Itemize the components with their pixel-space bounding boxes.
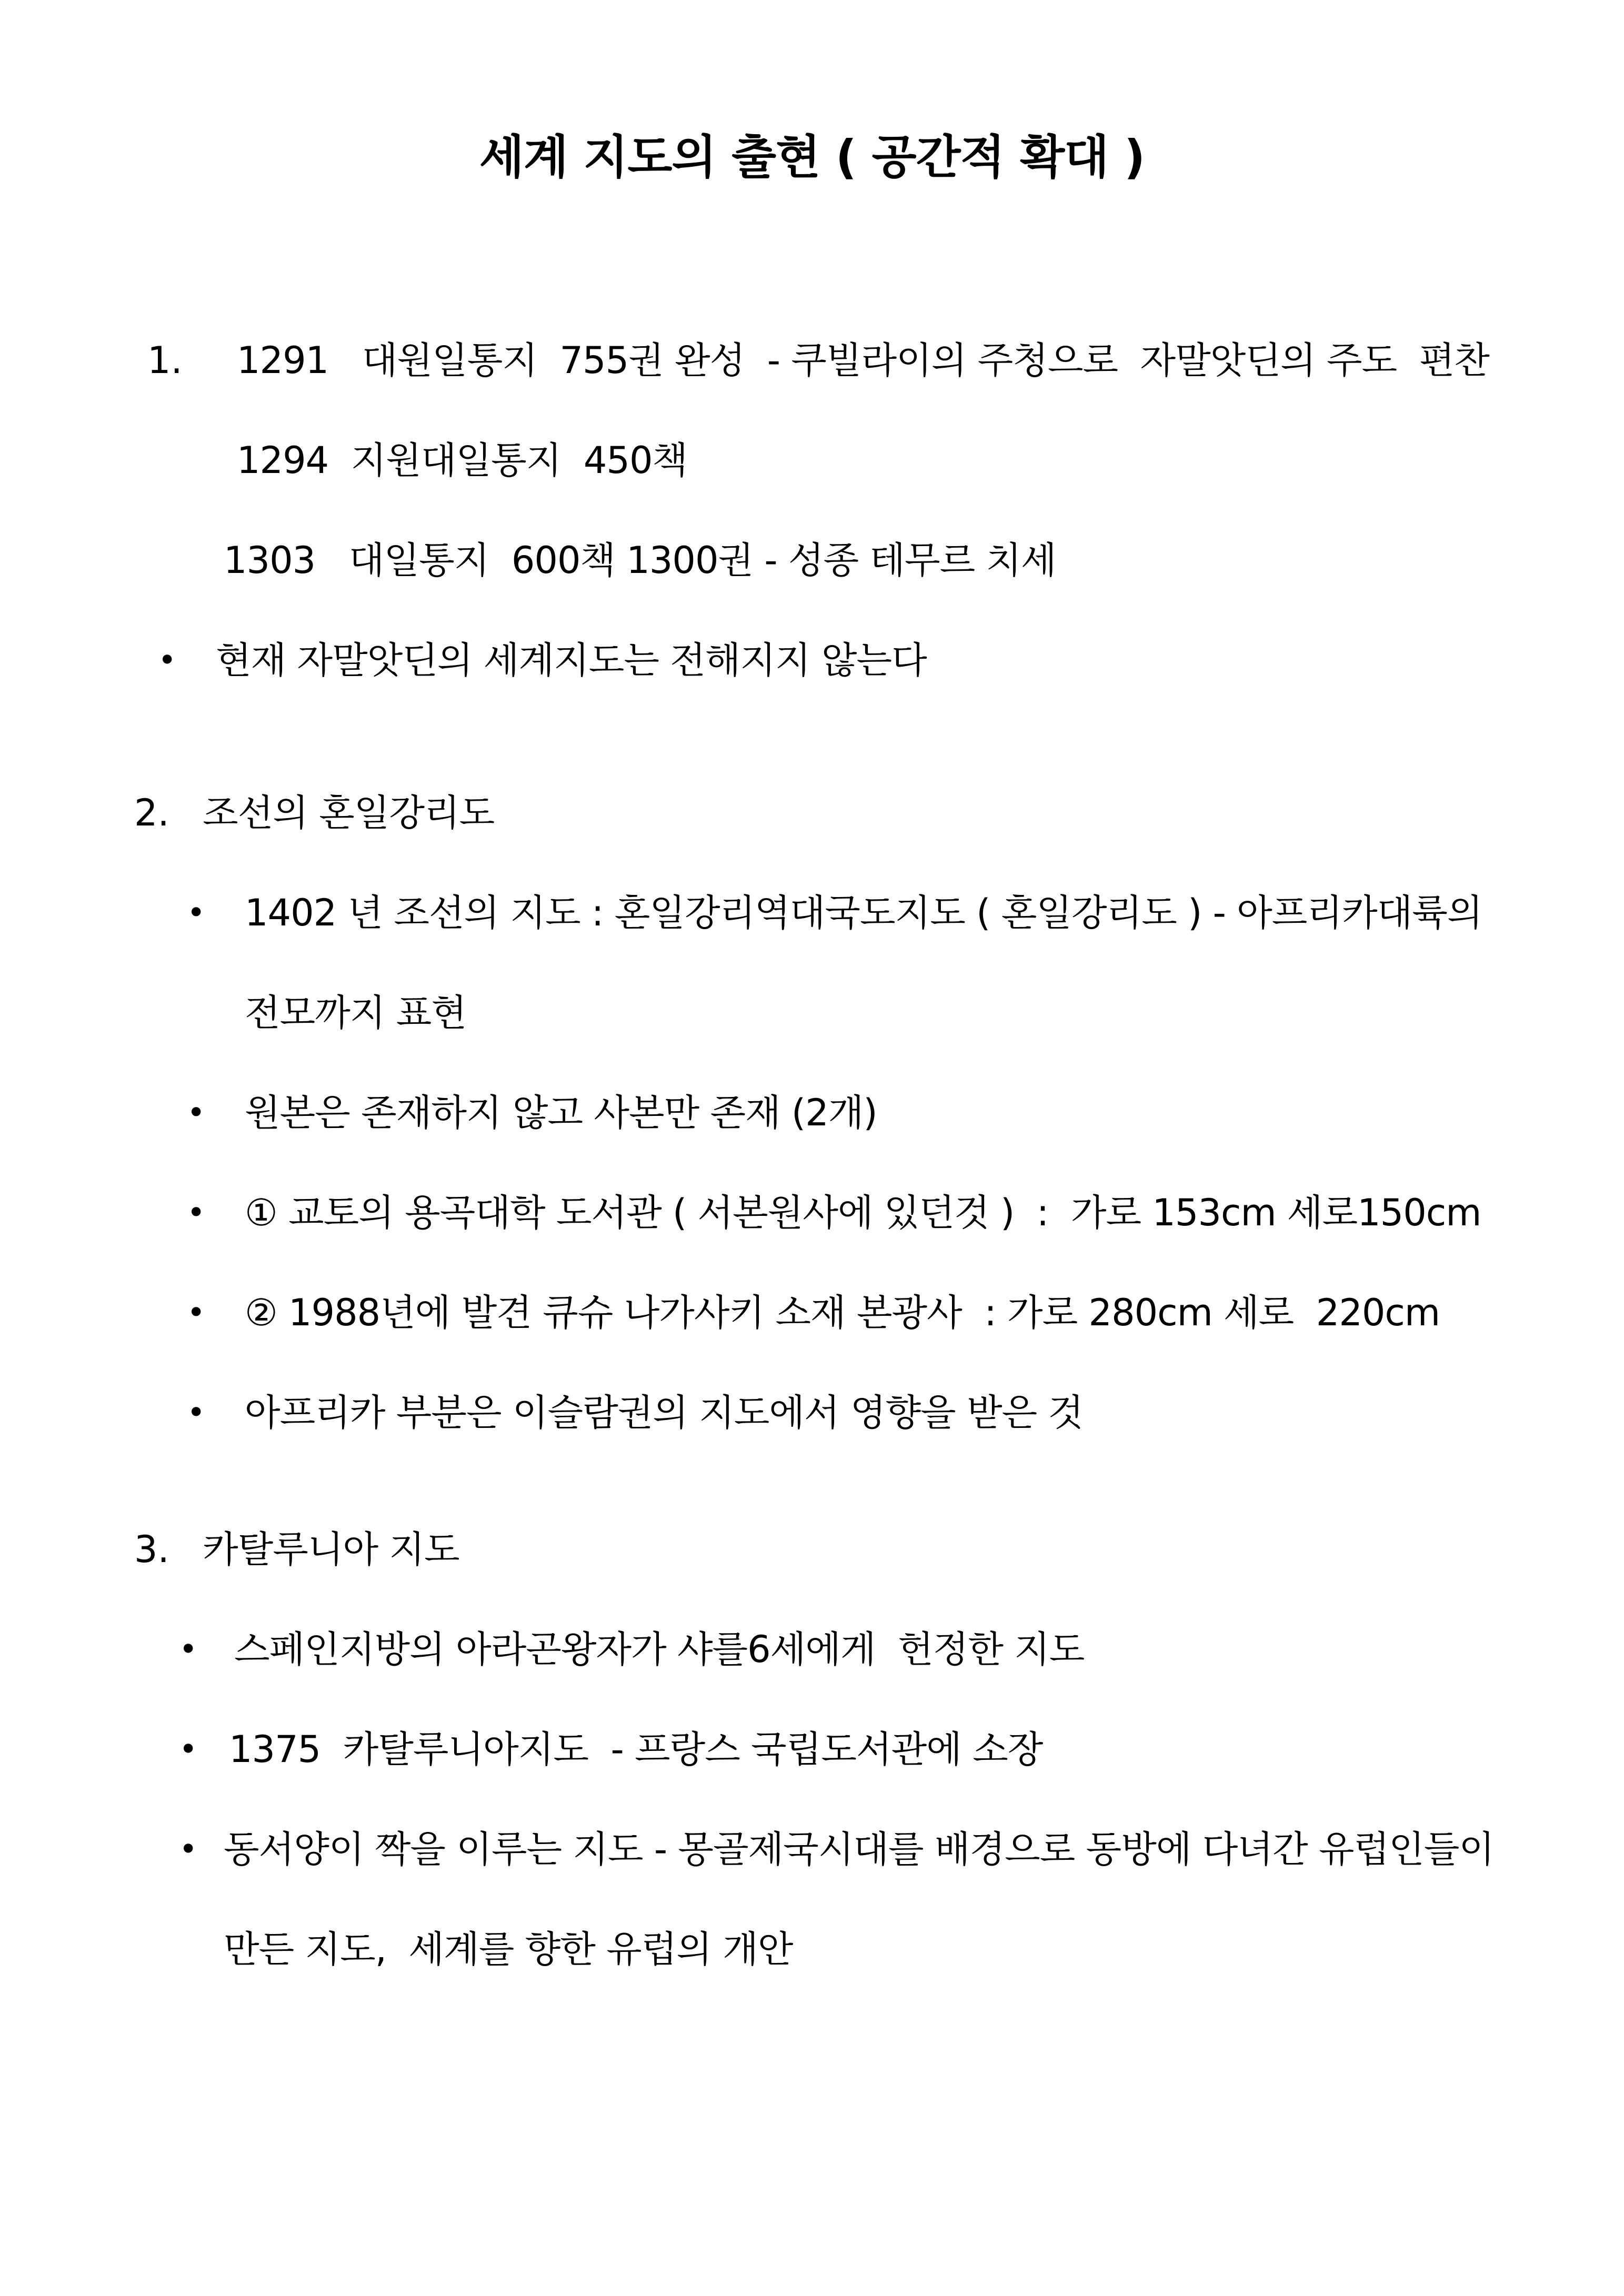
section-3-number: 3. bbox=[134, 1528, 169, 1571]
section-3-bullet-2: 1375 카탈루니아지도 - 프랑스 국립도서관에 소장 bbox=[229, 1728, 1043, 1771]
page-title: 세계 지도의 출현 ( 공간적 확대 ) bbox=[479, 130, 1145, 184]
section-2-bullet-2: 원본은 존재하지 않고 사본만 존재 (2개) bbox=[245, 1091, 877, 1134]
section-1-line-1: 1291 대원일통지 755권 완성 - 쿠빌라이의 주청으로 자말앗딘의 주도 편찬 bbox=[237, 339, 1489, 382]
bullet-symbol: • bbox=[187, 1394, 206, 1431]
section-1-line-3: 1303 대일통지 600책 1300권 - 성종 테무르 치세 bbox=[224, 539, 1056, 582]
bullet-symbol: • bbox=[187, 894, 206, 931]
section-2-bullet-5: 아프리카 부분은 이슬람권의 지도에서 영향을 받은 것 bbox=[245, 1391, 1084, 1434]
section-2-heading: 조선의 혼일강리도 bbox=[203, 791, 495, 834]
section-2-bullet-1-continuation: 전모까지 표현 bbox=[245, 991, 466, 1034]
section-2-bullet-1: 1402 년 조선의 지도 : 혼일강리역대국도지도 ( 혼일강리도 ) - 아프리카대륙의 bbox=[245, 891, 1482, 934]
bullet-symbol: • bbox=[179, 1731, 198, 1768]
section-2-number: 2. bbox=[134, 791, 169, 834]
bullet-symbol: • bbox=[187, 1294, 206, 1331]
section-3-bullet-3-continuation: 만든 지도, 세계를 향한 유럽의 개안 bbox=[224, 1928, 793, 1971]
bullet-symbol: • bbox=[187, 1094, 206, 1131]
bullet-symbol: • bbox=[187, 1194, 206, 1231]
bullet-symbol: • bbox=[179, 1631, 198, 1668]
section-3-bullet-1: 스페인지방의 아라곤왕자가 샤를6세에게 헌정한 지도 bbox=[234, 1628, 1085, 1671]
section-1-line-2: 1294 지원대일통지 450책 bbox=[237, 439, 688, 482]
section-1-bullet-1: 현재 자말앗딘의 세계지도는 전해지지 않는다 bbox=[216, 639, 927, 682]
section-2-bullet-3: ① 교토의 용곡대학 도서관 ( 서본원사에 있던것 ) : 가로 153cm 세로150cm bbox=[245, 1191, 1481, 1234]
bullet-symbol: • bbox=[179, 1831, 198, 1868]
section-1-number: 1. bbox=[147, 339, 183, 382]
section-3-bullet-3: 동서양이 짝을 이루는 지도 - 몽골제국시대를 배경으로 동방에 다녀간 유럽인들이 bbox=[224, 1828, 1494, 1871]
section-2-bullet-4: ② 1988년에 발견 큐슈 나가사키 소재 본광사 : 가로 280cm 세로 220cm bbox=[245, 1291, 1440, 1334]
bullet-symbol: • bbox=[158, 642, 177, 679]
section-3-heading: 카탈루니아 지도 bbox=[203, 1528, 459, 1571]
